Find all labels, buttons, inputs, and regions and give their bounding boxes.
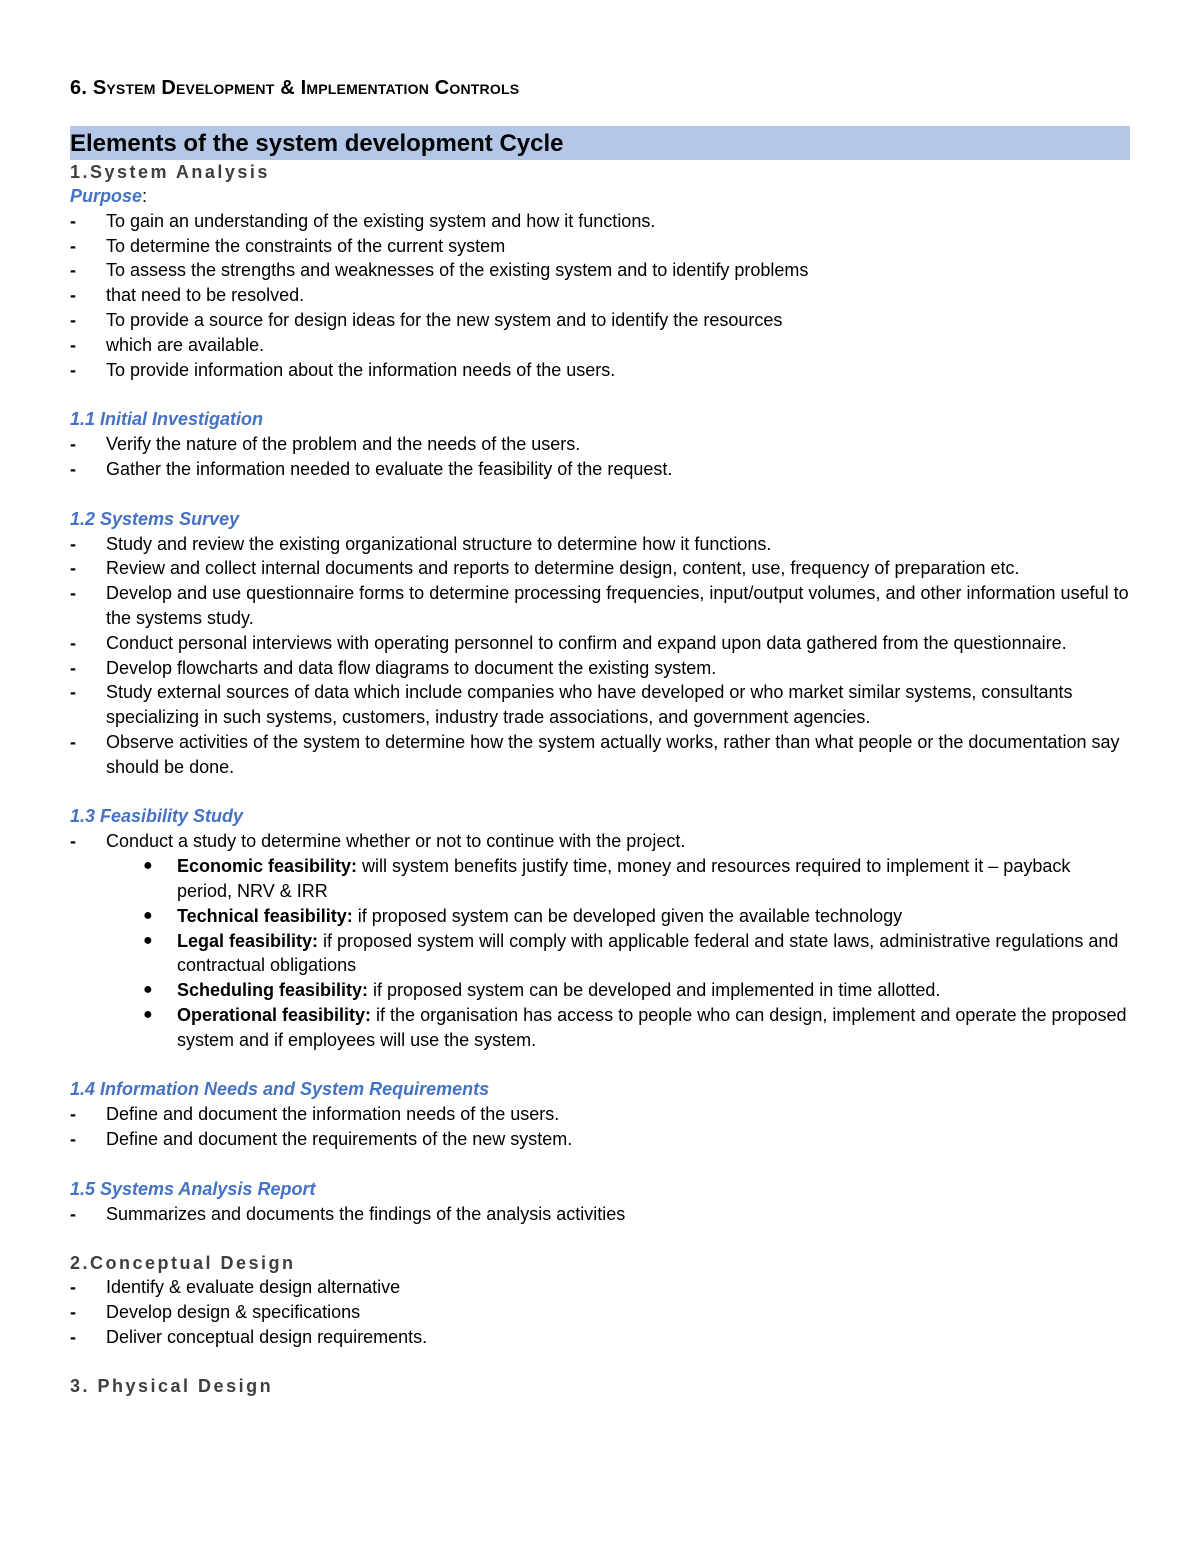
list-item [143,904,1130,929]
list-item [70,1275,1130,1300]
purpose-label: Purpose [70,186,143,206]
list-item [143,929,1130,979]
dash-marker: - [70,285,76,306]
term: Legal feasibility: [177,930,319,951]
list-item [70,283,1130,308]
item-text: Observe activities of the system to determine how the system actually works, rather than what people or the documentation say should be done. [106,731,1120,777]
list-item [70,1102,1130,1127]
dash-marker: - [70,1326,76,1347]
list-item [70,730,1130,780]
item-text: Deliver conceptual design requirements. [106,1326,428,1347]
list-item [70,1325,1130,1350]
list-item [70,333,1130,358]
list-item [70,258,1130,283]
list-item [70,234,1130,259]
item-text: Review and collect internal documents and reports to determine design, content, use, frequency of preparation etc. [106,558,1020,579]
item-text: Develop design & specifications [106,1302,361,1323]
dash-marker: - [70,1203,76,1224]
list-item [70,1300,1130,1325]
dash-marker: - [70,260,76,281]
document-page [70,74,1130,1398]
dash-marker: - [70,1277,76,1298]
term: Operational feasibility: [177,1004,372,1025]
list-item [143,1003,1130,1053]
dash-marker: - [70,731,76,752]
heading-conceptual-design: 2.Conceptual Design [70,1253,296,1274]
dash-marker: - [70,309,76,330]
list-item [70,1127,1130,1152]
item-text: To gain an understanding of the existing system and how it functions. [106,210,656,231]
list-item [70,308,1130,333]
dash-marker: - [70,1104,76,1125]
purpose-colon: : [142,186,148,206]
bullet-marker: ● [143,906,153,924]
heading-information-needs: 1.4 Information Needs and System Requirements [70,1079,490,1100]
item-text: if the organisation has access to people who can design, implement and operate the proposed system and if employees will use the system. [177,1004,1127,1050]
item-text: To provide a source for design ideas for the new system and to identify the resources [106,309,783,330]
title-number: 6. [70,77,93,99]
list-item [70,581,1130,631]
item-text: To provide information about the information needs of the users. [106,359,616,380]
item-text: Conduct a study to determine whether or not to continue with the project. [106,831,686,852]
item-text: Identify & evaluate design alternative [106,1277,401,1298]
list-item [70,829,1130,854]
dash-marker: - [70,1302,76,1323]
list-item [70,358,1130,383]
list-item [143,854,1130,904]
dash-marker: - [70,533,76,554]
dash-marker: - [70,657,76,678]
item-text: To assess the strengths and weaknesses of the existing system and to identify problems [106,260,809,281]
list-item [70,556,1130,581]
dash-marker: - [70,558,76,579]
item-text: Develop and use questionnaire forms to determine processing frequencies, input/output volumes, and other information useful to the systems study. [106,583,1129,628]
feasibility-bullets [70,854,1130,1052]
dash-marker: - [70,334,76,355]
heading-feasibility-study: 1.3 Feasibility Study [70,806,244,827]
item-text: Define and document the requirements of the new system. [106,1129,573,1150]
list-item [70,680,1130,730]
list-item [70,532,1130,557]
heading-initial-investigation: 1.1 Initial Investigation [70,409,264,430]
dash-marker: - [70,682,76,703]
dash-marker: - [70,632,76,653]
bullet-marker: ● [143,931,153,949]
section-banner: Elements of the system development Cycle [70,126,1130,160]
item-text: if proposed system can be developed given the available technology [352,905,903,926]
item-text: To determine the constraints of the current system [106,235,506,256]
dash-marker: - [70,359,76,380]
bullet-marker: ● [143,857,153,875]
conceptual-list [70,1275,1130,1349]
item-text: Define and document the information needs of the users. [106,1104,560,1125]
list-item [70,457,1130,482]
dash-marker: - [70,434,76,455]
item-text: Summarizes and documents the findings of the analysis activities [106,1203,626,1224]
list-item [70,631,1130,656]
bullet-marker: ● [143,981,153,999]
list-item [70,656,1130,681]
purpose-list [70,209,1130,383]
dash-marker: - [70,235,76,256]
item-text: Gather the information needed to evaluate the feasibility of the request. [106,458,673,479]
dash-marker: - [70,458,76,479]
item-text: if proposed system can be developed and implemented in time allotted. [368,980,941,1001]
dash-marker: - [70,583,76,604]
requirements-list [70,1102,1130,1152]
list-item [143,978,1130,1003]
list-item [70,1202,1130,1227]
item-text: Develop flowcharts and data flow diagrams to document the existing system. [106,657,717,678]
item-text: if proposed system will comply with applicable federal and state laws, administrative regulations and contractual obligations [177,930,1119,976]
list-item [70,432,1130,457]
title-text: System Development & Implementation Controls [92,77,520,99]
item-text: Conduct personal interviews with operating personnel to confirm and expand upon data gathered from the questionnaire. [106,632,1067,653]
heading-system-analysis: 1.System Analysis [70,162,270,182]
survey-list [70,532,1130,780]
item-text: will system benefits justify time, money and resources required to implement it – payback period, NRV & IRR [177,856,1071,901]
page-title [70,74,1130,102]
term: Economic feasibility: [177,856,358,877]
term: Technical feasibility: [177,905,353,926]
term: Scheduling feasibility: [177,980,369,1001]
dash-marker: - [70,1129,76,1150]
bullet-marker: ● [143,1005,153,1023]
dash-marker: - [70,831,76,852]
item-text: that need to be resolved. [106,285,305,306]
item-text: which are available. [106,334,265,355]
item-text: Verify the nature of the problem and the needs of the users. [106,434,581,455]
heading-physical-design: 3. Physical Design [70,1376,274,1397]
list-item [70,209,1130,234]
initial-list [70,432,1130,482]
heading-analysis-report: 1.5 Systems Analysis Report [70,1178,316,1199]
heading-systems-survey: 1.2 Systems Survey [70,508,240,529]
dash-marker: - [70,210,76,231]
item-text: Study external sources of data which include companies who have developed or who market similar systems, consultants specializing in such systems, customers, industry trade associations, and government agencies. [106,682,1073,728]
feasibility-list [70,829,1130,854]
item-text: Study and review the existing organizational structure to determine how it functions. [106,533,772,554]
purpose-line [70,184,1130,209]
report-list [70,1202,1130,1227]
